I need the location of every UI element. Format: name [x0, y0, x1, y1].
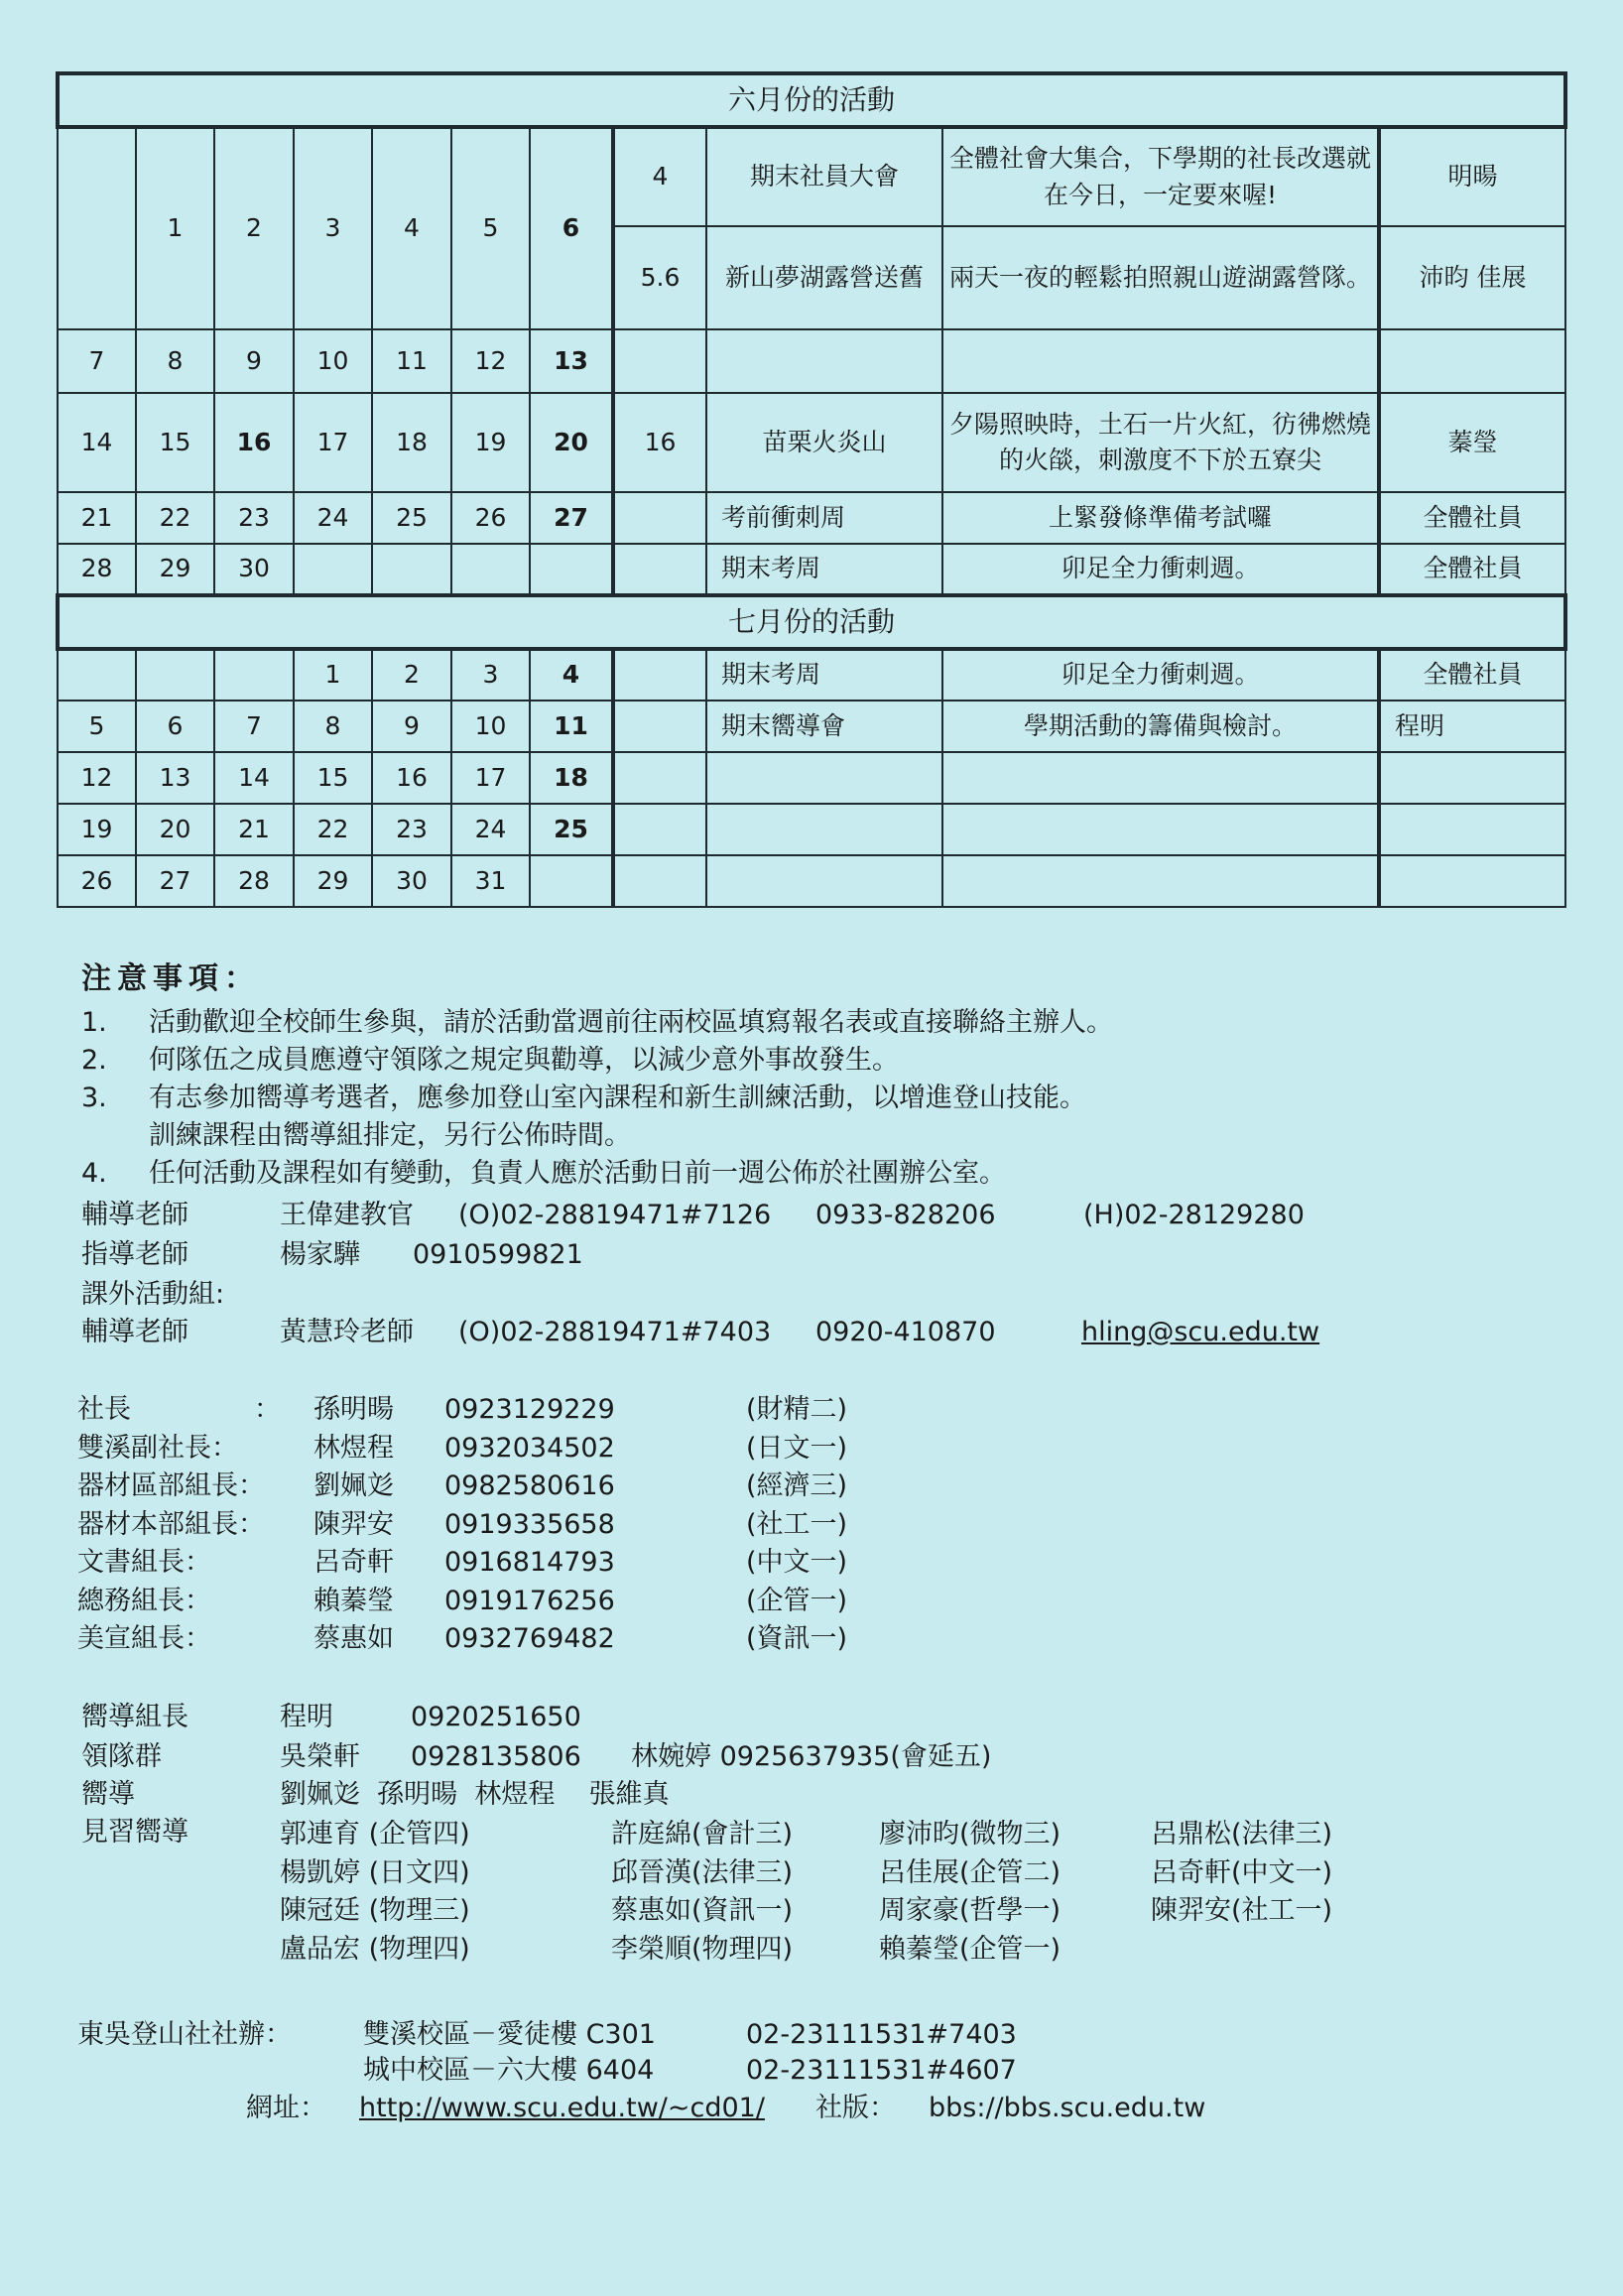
event-description: 全體社會大集合，下學期的社長改選就在今日，一定要來喔! — [942, 127, 1379, 226]
event-name: 考前衝刺周 — [706, 492, 942, 544]
july-day: 30 — [372, 855, 451, 907]
trainee-entry: 呂奇軒(中文一) — [1151, 1856, 1333, 1888]
july-day: 16 — [372, 752, 451, 804]
event-name — [706, 855, 942, 907]
officer-name: 陳羿安 — [313, 1508, 394, 1540]
trainee-entry: 陳羿安(社工一) — [1151, 1895, 1333, 1926]
event-description — [942, 855, 1379, 907]
officer-phone: 0982580616 — [444, 1470, 615, 1501]
event-description: 上緊發條準備考試囉 — [942, 492, 1379, 544]
officer-phone: 0923129229 — [444, 1394, 615, 1425]
july-day: 20 — [136, 804, 214, 855]
office-location: 雙溪校區－愛徒樓 C301 — [363, 2019, 656, 2050]
event-owner: 程明 — [1379, 701, 1565, 752]
july-day-weekend: 18 — [530, 752, 613, 804]
june-day: 17 — [294, 393, 372, 492]
july-day: 8 — [294, 701, 372, 752]
trainee-entry: 廖沛昀(微物三) — [879, 1819, 1061, 1850]
note-item — [81, 1080, 1086, 1117]
july-day-weekend: 11 — [530, 701, 613, 752]
guide-leader-row — [0, 1699, 1623, 1736]
notes-title: 注意事項： — [81, 961, 260, 996]
event-description: 卯足全力衝刺週。 — [942, 649, 1379, 701]
june-day-weekend: 27 — [530, 492, 613, 544]
office-phone: 02-23111531#4607 — [746, 2055, 1017, 2086]
note-text: 訓練課程由嚮導組排定，另行公佈時間。 — [149, 1120, 631, 1151]
july-day: 17 — [451, 752, 530, 804]
team-leaders-row — [0, 1738, 1623, 1776]
july-day: 2 — [372, 649, 451, 701]
july-day: 28 — [214, 855, 294, 907]
website-link[interactable]: http://www.scu.edu.tw/~cd01/ — [359, 2093, 765, 2123]
event-name — [706, 752, 942, 804]
advisor-mobile: 0920-410870 — [815, 1317, 996, 1347]
advisor-office-phone: (O)02-28819471#7403 — [458, 1317, 772, 1347]
officer-phone: 0932034502 — [444, 1432, 615, 1464]
instructor-mobile: 0910599821 — [413, 1239, 583, 1270]
web-row — [0, 2090, 1623, 2127]
trainee-entry: 賴蓁瑩(企管一) — [879, 1933, 1061, 1965]
officer-phone: 0932769482 — [444, 1623, 615, 1654]
event-owner: 沛昀 佳展 — [1379, 226, 1565, 329]
june-day: 23 — [214, 492, 294, 544]
event-description: 卯足全力衝刺週。 — [942, 544, 1379, 595]
note-number: 2. — [81, 1045, 107, 1076]
july-day: 23 — [372, 804, 451, 855]
note-item — [81, 1004, 1113, 1042]
june-day: 30 — [214, 544, 294, 595]
event-owner — [1379, 804, 1565, 855]
july-day: 21 — [214, 804, 294, 855]
officer-row — [0, 1544, 1623, 1582]
july-day: 27 — [136, 855, 214, 907]
july-day: 24 — [451, 804, 530, 855]
event-owner: 全體社員 — [1379, 544, 1565, 595]
note-text: 何隊伍之成員應遵守領隊之規定與勸導，以減少意外事故發生。 — [149, 1045, 899, 1076]
guide-leader-name: 程明 — [280, 1702, 333, 1732]
june-day: 18 — [372, 393, 451, 492]
july-section-title: 七月份的活動 — [58, 595, 1565, 649]
event-owner — [1379, 329, 1565, 393]
event-owner: 全體社員 — [1379, 649, 1565, 701]
officer-row — [0, 1506, 1623, 1544]
june-day: 11 — [372, 329, 451, 393]
event-name — [706, 329, 942, 393]
event-owner: 全體社員 — [1379, 492, 1565, 544]
june-day: 25 — [372, 492, 451, 544]
june-day — [451, 544, 530, 595]
team-leader-entry: 林婉婷 0925637935(會延五) — [631, 1741, 992, 1772]
officer-title: 美宣組長： — [77, 1623, 211, 1654]
trainee-row — [0, 1854, 1623, 1892]
officer-title: 器材區部組長： — [77, 1470, 265, 1501]
july-day: 19 — [58, 804, 136, 855]
officer-title: 文書組長： — [77, 1547, 211, 1578]
advisor-label: 輔導老師 — [81, 1317, 188, 1347]
event-description: 兩天一夜的輕鬆拍照親山遊湖露營隊。 — [942, 226, 1379, 329]
officer-phone: 0919335658 — [444, 1508, 615, 1540]
officer-name: 劉姵彣 — [313, 1470, 394, 1501]
note-text: 任何活動及課程如有變動，負責人應於活動日前一週公佈於社團辦公室。 — [149, 1158, 1006, 1189]
event-owner — [1379, 752, 1565, 804]
note-number: 3. — [81, 1083, 107, 1113]
july-day — [58, 649, 136, 701]
june-day: 14 — [58, 393, 136, 492]
july-day — [136, 649, 214, 701]
guides-label: 嚮導 — [81, 1779, 135, 1810]
event-name: 新山夢湖露營送舊 — [706, 226, 942, 329]
event-date — [613, 649, 706, 701]
advisor-name: 黃慧玲老師 — [280, 1317, 414, 1347]
june-day-highlight: 16 — [214, 393, 294, 492]
july-day: 15 — [294, 752, 372, 804]
event-date: 16 — [613, 393, 706, 492]
trainee-entry: 呂鼎松(法律三) — [1151, 1819, 1333, 1850]
officer-row — [0, 1430, 1623, 1467]
officer-dept: (中文一) — [746, 1547, 848, 1578]
july-day-weekend — [530, 855, 613, 907]
june-day: 26 — [451, 492, 530, 544]
activity-schedule-table — [56, 71, 1567, 908]
july-day: 31 — [451, 855, 530, 907]
event-description: 學期活動的籌備與檢討。 — [942, 701, 1379, 752]
officer-row — [0, 1620, 1623, 1658]
guides-names: 劉姵彣 孫明暘 林煜程 張維真 — [280, 1779, 670, 1810]
officer-title: 雙溪副社長： — [77, 1432, 238, 1464]
july-day: 3 — [451, 649, 530, 701]
note-text: 有志參加嚮導考選者，應參加登山室內課程和新生訓練活動，以增進登山技能。 — [149, 1083, 1086, 1113]
officer-dept: (社工一) — [746, 1508, 848, 1540]
event-date — [613, 701, 706, 752]
trainee-entry: 陳冠廷 (物理三) — [280, 1895, 470, 1926]
team-leader-name: 吳榮軒 — [280, 1741, 360, 1772]
july-day-weekend: 4 — [530, 649, 613, 701]
june-day — [294, 544, 372, 595]
instructor-name: 楊家驊 — [280, 1239, 360, 1270]
officer-row — [0, 1391, 1623, 1429]
trainee-entry: 呂佳展(企管二) — [879, 1856, 1061, 1888]
advisor-mobile: 0933-828206 — [815, 1200, 996, 1230]
event-name: 期末嚮導會 — [706, 701, 942, 752]
club-office-label: 東吳登山社社辦： — [77, 2019, 292, 2050]
june-day: 7 — [58, 329, 136, 393]
guides-row — [0, 1776, 1623, 1814]
guide-leader-label: 嚮導組長 — [81, 1702, 188, 1732]
july-day: 26 — [58, 855, 136, 907]
july-day: 13 — [136, 752, 214, 804]
officer-name: 蔡惠如 — [313, 1623, 394, 1654]
advisor-name: 王偉建教官 — [280, 1200, 414, 1230]
officer-title: 器材本部組長： — [77, 1508, 265, 1540]
event-date: 5.6 — [613, 226, 706, 329]
activity-office-label: 課外活動組: — [81, 1279, 225, 1310]
event-description — [942, 752, 1379, 804]
trainee-entry: 許庭綿(會計三) — [611, 1819, 794, 1850]
advisor-row — [0, 1314, 1623, 1351]
note-number: 1. — [81, 1007, 107, 1038]
june-day: 9 — [214, 329, 294, 393]
june-day: 8 — [136, 329, 214, 393]
june-day: 3 — [294, 127, 372, 329]
note-item — [81, 1042, 899, 1080]
trainee-entry: 盧品宏 (物理四) — [280, 1933, 470, 1965]
june-day: 24 — [294, 492, 372, 544]
officer-dept: (日文一) — [746, 1432, 848, 1464]
officer-phone: 0916814793 — [444, 1547, 615, 1578]
july-day-weekend: 25 — [530, 804, 613, 855]
note-item — [81, 1155, 1006, 1193]
note-text: 活動歡迎全校師生參與，請於活動當週前往兩校區填寫報名表或直接聯絡主辦人。 — [149, 1007, 1113, 1038]
june-day: 1 — [136, 127, 214, 329]
trainee-entry: 郭連育 (企管四) — [280, 1819, 470, 1850]
july-day: 7 — [214, 701, 294, 752]
website-label: 網址： — [246, 2093, 326, 2123]
event-date — [613, 855, 706, 907]
june-day: 19 — [451, 393, 530, 492]
july-day — [214, 649, 294, 701]
july-day: 12 — [58, 752, 136, 804]
officer-title: 社長 — [77, 1394, 131, 1425]
july-day: 10 — [451, 701, 530, 752]
officer-name: 賴蓁瑩 — [313, 1585, 394, 1616]
june-day: 22 — [136, 492, 214, 544]
july-day: 29 — [294, 855, 372, 907]
advisor-email-link[interactable]: hling@scu.edu.tw — [1081, 1317, 1320, 1347]
event-date — [613, 492, 706, 544]
officer-dept: (經濟三) — [746, 1470, 848, 1501]
event-description — [942, 329, 1379, 393]
june-day: 28 — [58, 544, 136, 595]
event-name: 期末考周 — [706, 544, 942, 595]
advisor-office-phone: (O)02-28819471#7126 — [458, 1200, 772, 1230]
note-number: 4. — [81, 1158, 107, 1189]
june-day: 2 — [214, 127, 294, 329]
june-day: 5 — [451, 127, 530, 329]
event-owner: 蓁瑩 — [1379, 393, 1565, 492]
july-day: 9 — [372, 701, 451, 752]
officer-dept: (資訊一) — [746, 1623, 848, 1654]
trainee-entry: 李榮順(物理四) — [611, 1933, 794, 1965]
july-day: 1 — [294, 649, 372, 701]
june-day-weekend: 6 — [530, 127, 613, 329]
event-date: 4 — [613, 127, 706, 226]
event-name: 苗栗火炎山 — [706, 393, 942, 492]
june-day: 29 — [136, 544, 214, 595]
event-description — [942, 804, 1379, 855]
officer-row — [0, 1467, 1623, 1505]
bbs-label: 社版： — [815, 2093, 896, 2123]
bbs-address[interactable]: bbs://bbs.scu.edu.tw — [929, 2093, 1206, 2123]
officer-colon: ： — [254, 1394, 281, 1425]
officer-title: 總務組長： — [77, 1585, 211, 1616]
july-day: 14 — [214, 752, 294, 804]
advisor-row — [0, 1197, 1623, 1234]
event-name — [706, 804, 942, 855]
officer-row — [0, 1583, 1623, 1620]
june-day: 10 — [294, 329, 372, 393]
activity-office-row — [0, 1276, 1623, 1314]
trainee-entry: 楊凱婷 (日文四) — [280, 1856, 470, 1888]
instructor-label: 指導老師 — [81, 1239, 188, 1270]
officer-name: 林煜程 — [313, 1432, 394, 1464]
club-office-row — [0, 2052, 1623, 2090]
july-day: 6 — [136, 701, 214, 752]
june-day: 4 — [372, 127, 451, 329]
june-day-weekend: 20 — [530, 393, 613, 492]
june-day: 21 — [58, 492, 136, 544]
officer-dept: (財精二) — [746, 1394, 848, 1425]
officer-dept: (企管一) — [746, 1585, 848, 1616]
june-day: 12 — [451, 329, 530, 393]
advisor-home-phone: (H)02-28129280 — [1083, 1200, 1305, 1230]
july-day: 5 — [58, 701, 136, 752]
trainee-entry: 邱晉漢(法律三) — [611, 1856, 794, 1888]
event-date — [613, 752, 706, 804]
trainee-entry: 蔡惠如(資訊一) — [611, 1895, 794, 1926]
trainee-entry: 周家豪(哲學一) — [879, 1895, 1061, 1926]
officer-phone: 0919176256 — [444, 1585, 615, 1616]
office-location: 城中校區－六大樓 6404 — [363, 2055, 655, 2086]
event-description: 夕陽照映時，土石一片火紅，彷彿燃燒的火燄，刺激度不下於五寮尖 — [942, 393, 1379, 492]
team-leaders-label: 領隊群 — [81, 1741, 162, 1772]
event-date — [613, 544, 706, 595]
team-leader-phone: 0928135806 — [411, 1741, 581, 1772]
trainee-guides-label: 見習嚮導 — [81, 1817, 188, 1848]
june-day — [58, 127, 136, 329]
note-item — [81, 1117, 631, 1155]
instructor-row — [0, 1236, 1623, 1274]
officer-name: 呂奇軒 — [313, 1547, 394, 1578]
june-day: 15 — [136, 393, 214, 492]
club-office-row — [0, 2016, 1623, 2054]
guide-leader-phone: 0920251650 — [411, 1702, 581, 1732]
july-day: 22 — [294, 804, 372, 855]
advisor-label: 輔導老師 — [81, 1200, 188, 1230]
event-owner: 明暘 — [1379, 127, 1565, 226]
event-owner — [1379, 855, 1565, 907]
event-name: 期末社員大會 — [706, 127, 942, 226]
officer-name: 孫明暘 — [313, 1394, 394, 1425]
trainee-row — [0, 1931, 1623, 1969]
june-day-weekend: 13 — [530, 329, 613, 393]
june-day-weekend — [530, 544, 613, 595]
event-name: 期末考周 — [706, 649, 942, 701]
june-day — [372, 544, 451, 595]
june-section-title: 六月份的活動 — [58, 73, 1565, 127]
office-phone: 02-23111531#7403 — [746, 2019, 1017, 2050]
trainee-row — [0, 1892, 1623, 1930]
event-date — [613, 329, 706, 393]
trainee-row — [0, 1816, 1623, 1853]
event-date — [613, 804, 706, 855]
